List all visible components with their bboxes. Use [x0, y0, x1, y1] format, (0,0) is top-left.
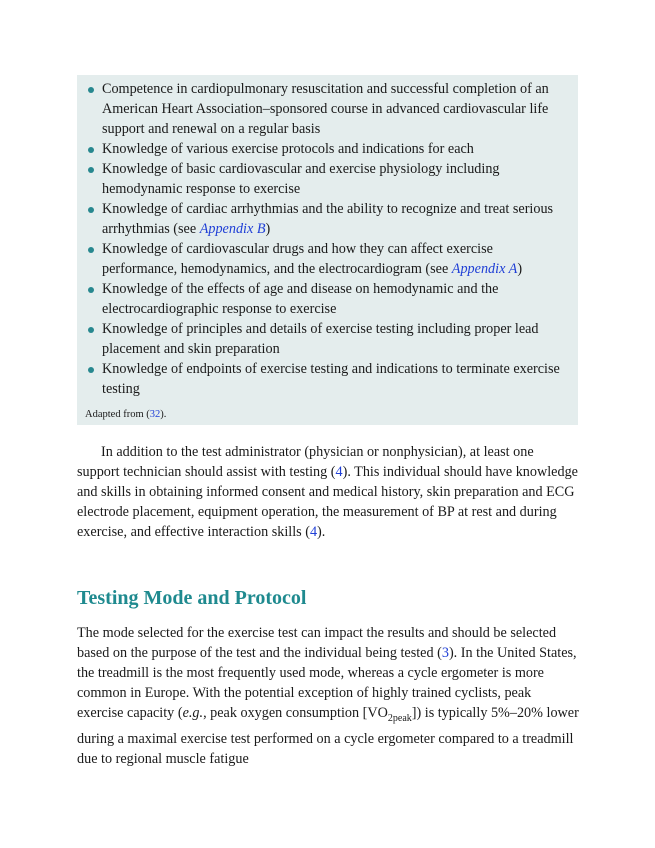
competencies-list: [85, 79, 570, 399]
source-note: Adapted from (32).: [85, 409, 167, 420]
appendix-b-link[interactable]: Appendix B: [199, 221, 266, 237]
bullet-icon: [88, 367, 94, 373]
list-item: [85, 279, 570, 319]
section-heading: Testing Mode and Protocol: [77, 587, 307, 609]
list-item: [85, 79, 570, 139]
bullet-icon: [88, 167, 94, 173]
list-item: [85, 239, 570, 279]
list-item-text: Knowledge of basic cardiovascular and exercise physiology including hemodynamic response to exercise: [102, 161, 500, 197]
list-item-text: Competence in cardiopulmonary resuscitation and successful completion of an American Heart Association–sponsored course in advanced cardiovascular life support and renewal on a regular basis: [102, 81, 549, 137]
bullet-icon: [88, 287, 94, 293]
support-technician-paragraph: In addition to the test administrator (physician or nonphysician), at least one support technician should assist with testing (4). This individual should have knowledge and skills in obtaining informed consent and medical history, skin preparation and ECG electrode placement, equipment operation, the measurement of BP at rest and during exercise, and effective interaction skills (4).: [77, 444, 578, 540]
bullet-icon: [88, 147, 94, 153]
citation-link[interactable]: 4: [309, 524, 318, 540]
eg-abbreviation: e.g.: [182, 705, 204, 721]
vo2-peak-term: $VO_{2peak}$: [367, 705, 412, 724]
citation-link[interactable]: 32: [149, 409, 161, 420]
testing-mode-paragraph: The mode selected for the exercise test can impact the results and should be selected based on the purpose of the test and the individual being tested (3). In the United States, the treadmill is the most frequently used mode, whereas a cycle ergometer is more common in Europe. With the potential exception of highly trained cyclists, peak exercise capacity (e.g., peak oxygen consumption $[VO_{2peak}]$) is typically 5%–20% lower during a maximal exercise test performed on a cycle ergometer compared to a treadmill due to regional muscle fatigue: [77, 625, 579, 767]
competencies-box: [77, 75, 578, 425]
bullet-icon: [88, 87, 94, 93]
list-item: [85, 139, 570, 159]
list-item-text: Knowledge of endpoints of exercise testing and indications to terminate exercise testing: [102, 361, 560, 397]
list-item: [85, 159, 570, 199]
citation-link[interactable]: 3: [441, 645, 449, 661]
appendix-a-link[interactable]: Appendix A: [451, 261, 518, 277]
list-item: [85, 199, 570, 239]
bullet-icon: [88, 207, 94, 213]
bullet-icon: [88, 247, 94, 253]
list-item-text: Knowledge of cardiovascular drugs and how they can affect exercise performance, hemodynamics, and the electrocardiogram (see: [102, 241, 493, 277]
list-item-text: Knowledge of various exercise protocols and indications for each: [102, 141, 474, 157]
list-item-text-end: ): [265, 221, 271, 237]
list-item-text: Knowledge of cardiac arrhythmias and the ability to recognize and treat serious arrhythmias (see: [102, 201, 554, 237]
list-item-text: Knowledge of principles and details of exercise testing including proper lead placement and skin preparation: [102, 321, 539, 357]
list-item: [85, 319, 570, 359]
citation-link[interactable]: 4: [335, 464, 343, 480]
list-item: [85, 359, 570, 399]
list-item-text-end: ): [517, 261, 523, 277]
list-item-text: Knowledge of the effects of age and disease on hemodynamic and the electrocardiographic response to exercise: [102, 281, 499, 317]
bullet-icon: [88, 327, 94, 333]
